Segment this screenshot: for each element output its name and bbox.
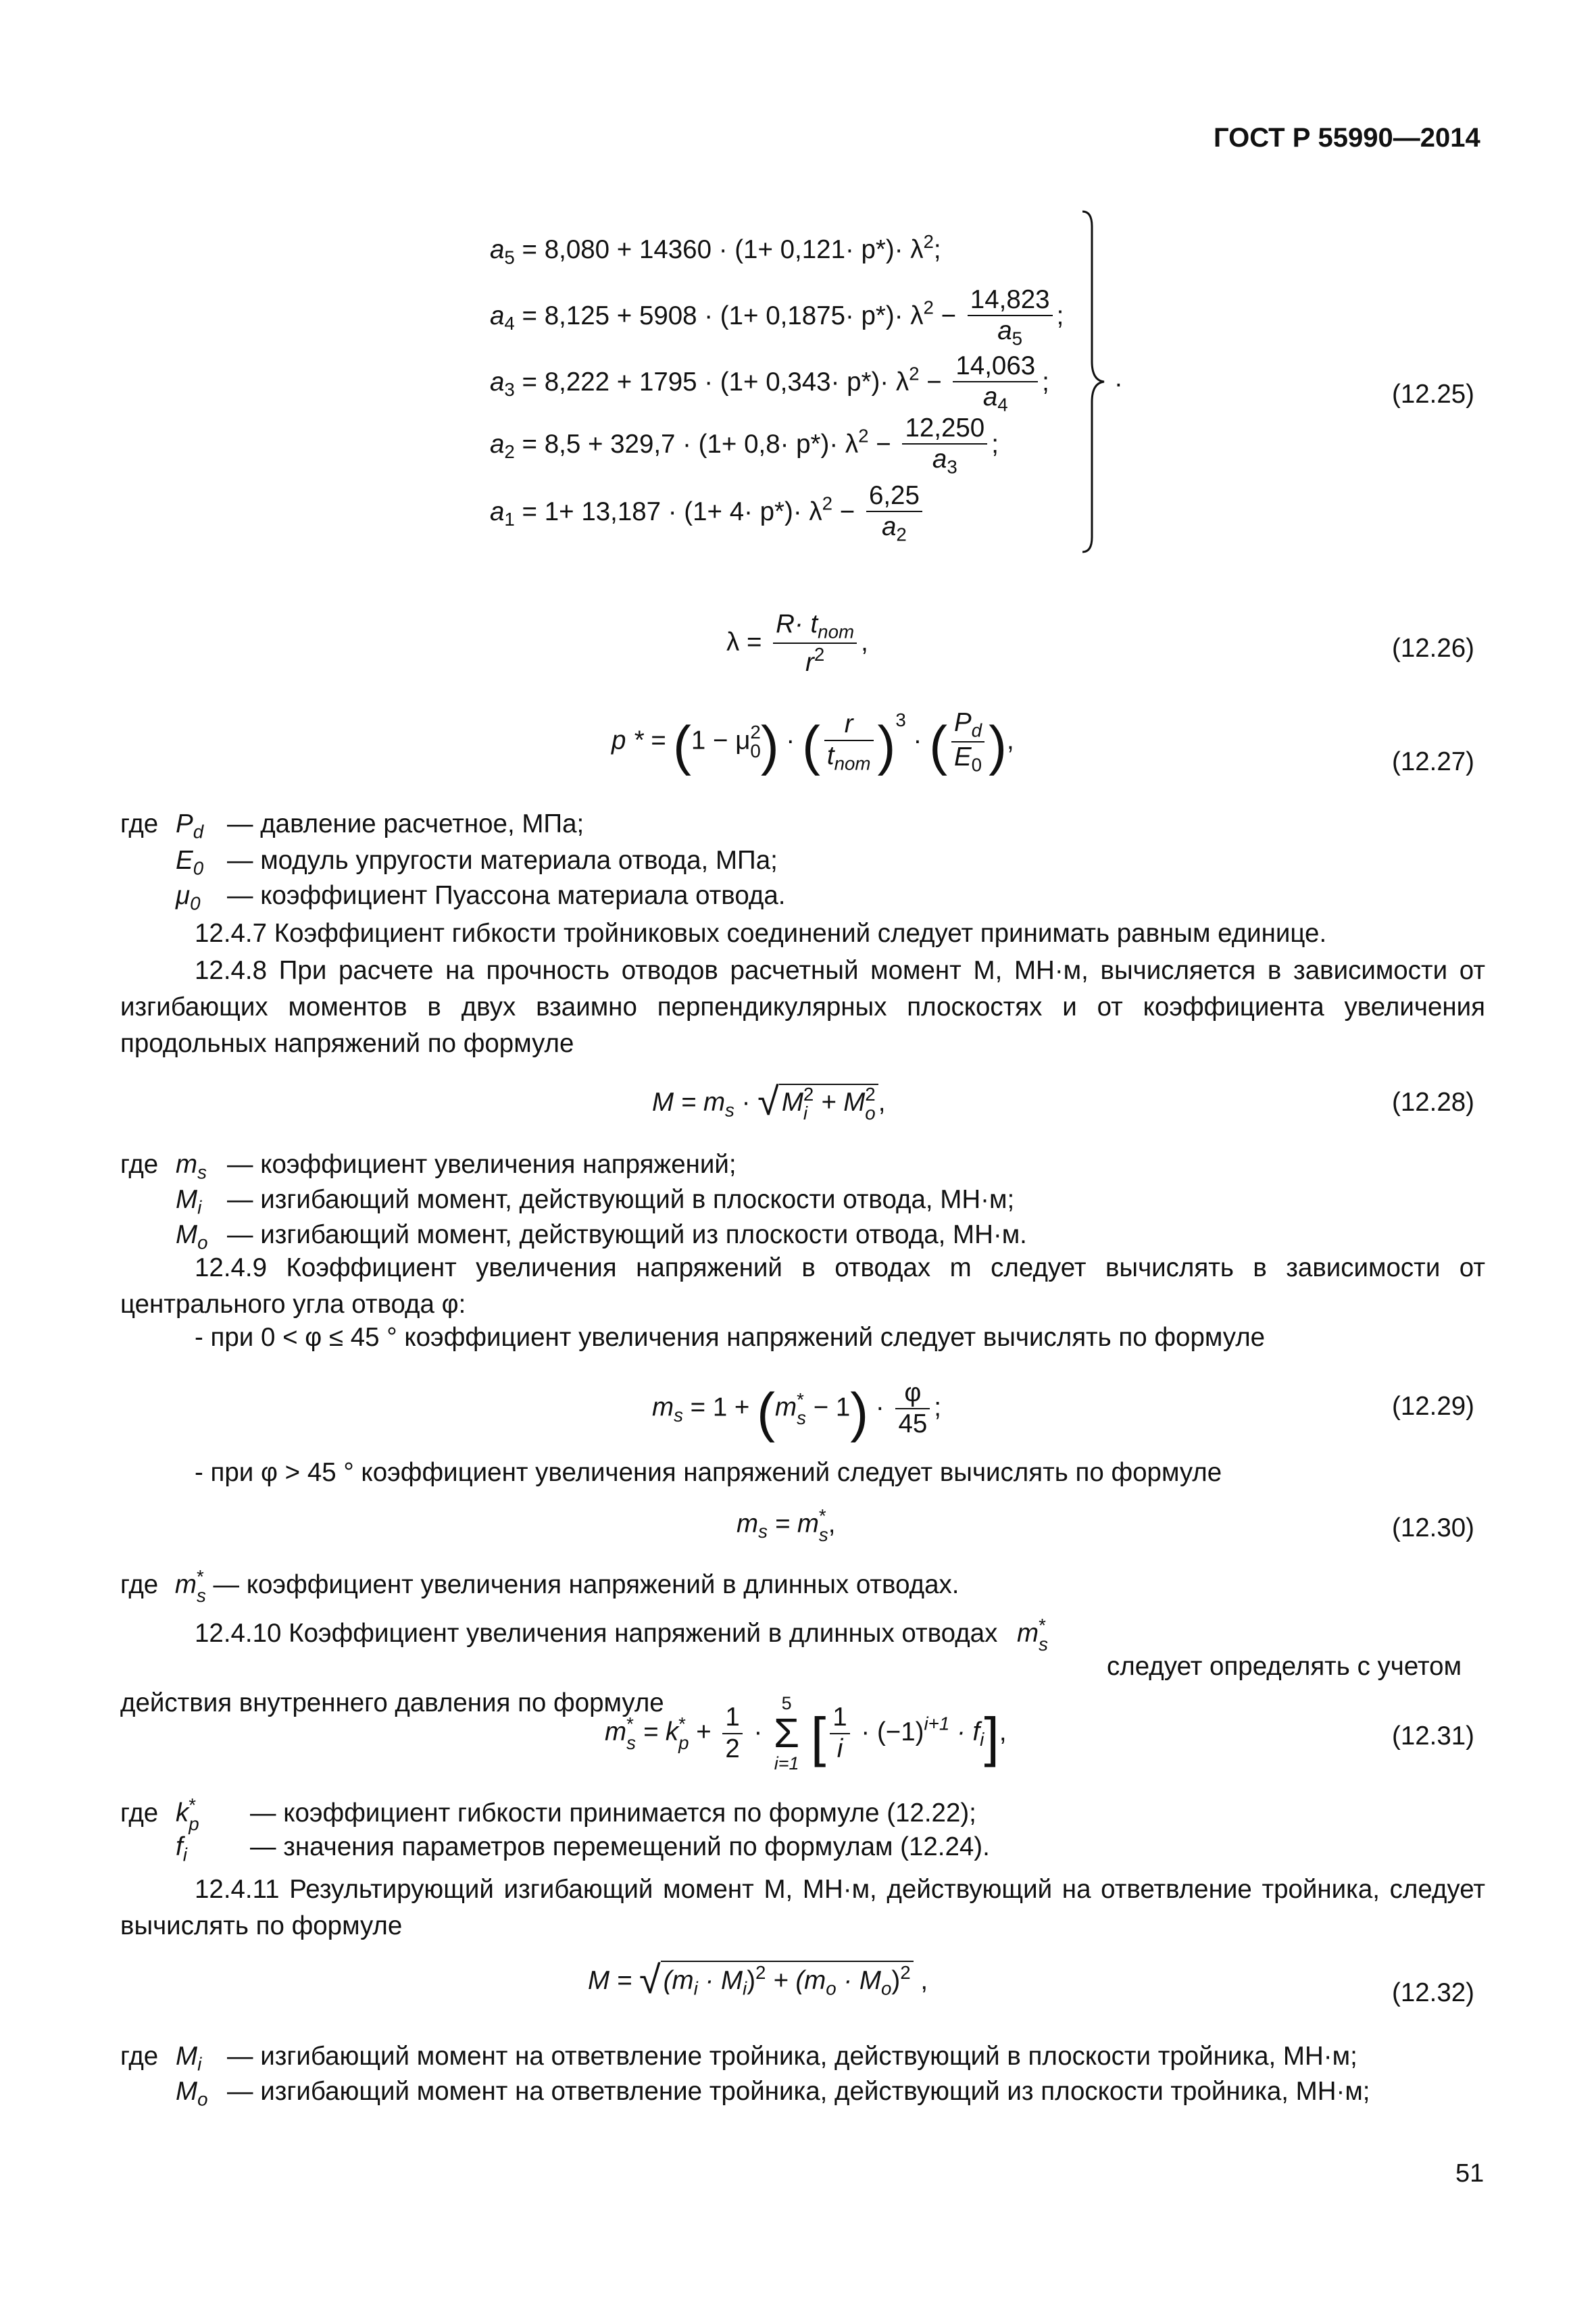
where-symbol: k xyxy=(176,1798,189,1828)
eq-term: + (m xyxy=(773,1966,826,1996)
eq-sub: i xyxy=(803,1103,808,1124)
equation-system-line xyxy=(490,231,941,269)
eq-tail: ; xyxy=(934,1392,941,1422)
where-text: — изгибающий момент, действующий в плоскости отвода, МН·м; xyxy=(227,1185,1015,1214)
eq-term: ) xyxy=(891,1966,901,1996)
eq-sup: 2 xyxy=(923,297,934,318)
eq-sup: 2 xyxy=(923,231,934,252)
equation-12-26 xyxy=(726,609,868,678)
equation-system-line xyxy=(490,481,926,545)
eq-sup: * xyxy=(797,1388,804,1410)
eq-sub: o xyxy=(197,1232,208,1253)
eq-numerator: 14,063 xyxy=(953,351,1038,382)
paragraph-12-4-11: 12.4.11 Результирующий изгибающий момент M, МН·м, действующий на ответвление тройника, следует вычислять по формуле xyxy=(120,1875,1485,1940)
eq-term: − xyxy=(919,367,949,397)
fraction xyxy=(895,1378,930,1440)
eq-tail: , xyxy=(861,628,868,657)
eq-denominator: a xyxy=(881,512,897,542)
eq-numerator: 12,250 xyxy=(902,413,987,445)
eq-sub: s xyxy=(1039,1633,1048,1655)
eq-denominator: i xyxy=(837,1734,843,1763)
eq-lhs: a xyxy=(490,301,505,330)
summation xyxy=(774,1694,799,1773)
eq-lhs: a xyxy=(490,367,505,397)
where-text: — давление расчетное, МПа; xyxy=(227,809,584,838)
eq-rhs: = 8,5 + 329,7 · (1+ 0,8· p*)· λ xyxy=(522,429,859,459)
eq-denominator: 45 xyxy=(898,1409,928,1439)
eq-lhs: p * = xyxy=(612,726,666,755)
fraction xyxy=(902,413,987,478)
eq-term: (m xyxy=(663,1966,694,1996)
eq-term: − 1 xyxy=(813,1392,851,1422)
eq-sub: s xyxy=(674,1404,683,1426)
eq-sub: i xyxy=(980,1729,984,1751)
eq-denominator: a xyxy=(932,445,947,474)
eq-tail: ; xyxy=(1042,367,1049,397)
eq-sub: s xyxy=(758,1521,768,1542)
equation-system-line xyxy=(490,351,1049,416)
eq-sub: 2 xyxy=(504,441,515,463)
eq-sup: * xyxy=(818,1505,826,1526)
fraction xyxy=(951,708,984,776)
eq-sup: 2 xyxy=(814,644,825,665)
eq-sub: p xyxy=(189,1813,199,1834)
eq-sub: o xyxy=(880,1978,892,1999)
eq-term: = k xyxy=(643,1717,679,1746)
eq-tail: , xyxy=(1007,726,1014,755)
eq-denominator: t xyxy=(826,740,834,770)
eq-sub: 4 xyxy=(504,313,515,334)
eq-tail: ; xyxy=(991,429,999,459)
eq-sub: p xyxy=(678,1732,689,1753)
where-symbol: M xyxy=(176,1220,198,1249)
fraction xyxy=(968,285,1053,349)
eq-sup: 3 xyxy=(895,709,906,731)
where-text: — значения параметров перемещений по формулам (12.24). xyxy=(250,1832,990,1861)
eq-sup: 2 xyxy=(909,363,920,384)
fraction xyxy=(824,709,874,774)
eq-denominator: r xyxy=(805,648,814,678)
eq-term: = m xyxy=(774,1509,819,1538)
eq-sub: d xyxy=(193,821,204,842)
eq-term: ; xyxy=(933,235,941,265)
eq-term: − xyxy=(933,301,964,330)
where-text: — коэффициент увеличения напряжений; xyxy=(227,1150,737,1179)
sum-sign: Σ xyxy=(774,1709,800,1757)
sum-upper: 5 xyxy=(781,1693,792,1713)
where-item xyxy=(120,1832,990,1865)
brace-period: . xyxy=(1115,363,1122,393)
eq-sup: * xyxy=(626,1713,634,1735)
condition-1: - при 0 < φ ≤ 45 ° коэффициент увеличения напряжений следует вычислять по формуле xyxy=(195,1323,1266,1352)
sum-lower: i=1 xyxy=(774,1753,799,1774)
where-symbol: P xyxy=(176,809,193,838)
eq-sup: 2 xyxy=(822,493,833,514)
equation-number: (12.26) xyxy=(1392,634,1474,663)
where-prefix: где xyxy=(120,1798,159,1828)
eq-term: M xyxy=(781,1088,803,1117)
equation-12-29: $m_s = 1 + (m$ * s − 1) · $\frac{\varphi}{45}$ ; xyxy=(652,1378,941,1444)
where-text: — коэффициент Пуассона материала отвода. xyxy=(227,881,786,910)
eq-tail: , xyxy=(878,1088,886,1117)
eq-sup: 2 xyxy=(803,1084,814,1105)
eq-lhs: λ = xyxy=(726,628,762,657)
eq-sup: i+1 xyxy=(924,1713,950,1734)
where-symbol: M xyxy=(176,2042,198,2071)
equation-number: (12.27) xyxy=(1392,747,1474,776)
equation-12-32: M = √ $(m_i \cdot M_i)^2 + (m_o \cdot M_o)^2$ , xyxy=(588,1959,928,2002)
where-item xyxy=(120,1220,1027,1253)
eq-sub: d xyxy=(971,720,982,741)
eq-sub: 0 xyxy=(750,740,761,762)
where-text: — изгибающий момент на ответвление тройника, действующий из плоскости тройника, МН·м; xyxy=(227,2077,1370,2106)
equation-12-30 xyxy=(737,1507,835,1544)
eq-dot: · xyxy=(875,1392,884,1422)
eq-term: + xyxy=(696,1717,712,1746)
eq-sub: 0 xyxy=(193,857,204,879)
equation-number: (12.29) xyxy=(1392,1392,1474,1421)
eq-sup: 2 xyxy=(900,1962,911,1983)
eq-numerator: P xyxy=(953,708,972,737)
eq-sub: i xyxy=(693,1978,698,1999)
eq-sub: 0 xyxy=(190,892,201,914)
eq-term: · M xyxy=(843,1966,881,1996)
eq-sub: s xyxy=(797,1407,806,1429)
equation-12-27: p * = (1 − μ 2 0 ) · ( $\frac{r}{t_{nom}}$ )$^3$ · ( $\frac{P_d}{E_0}$ ), xyxy=(612,708,1014,776)
eq-term: ) xyxy=(747,1966,756,1996)
eq-lhs: a xyxy=(490,429,505,459)
equation-number: (12.31) xyxy=(1392,1721,1474,1751)
fraction xyxy=(773,609,857,678)
eq-sub: 1 xyxy=(504,509,515,530)
where-symbol: m xyxy=(174,1569,197,1599)
eq-sup: 2 xyxy=(858,425,869,447)
fraction xyxy=(953,351,1038,416)
eq-term: − xyxy=(868,429,899,459)
where-prefix: где xyxy=(120,1150,159,1179)
equation-number: (12.28) xyxy=(1392,1088,1474,1117)
eq-denominator: a xyxy=(982,382,998,412)
eq-rhs: = 8,222 + 1795 · (1+ 0,343· p*)· λ xyxy=(522,367,909,397)
eq-term: 1 − μ xyxy=(691,726,751,755)
equation-12-28: $M = m_s$ · √ M 2 i + M 2 o , xyxy=(652,1080,886,1124)
eq-numerator: R· t xyxy=(776,609,818,638)
eq-term: = 1 + xyxy=(690,1392,750,1422)
eq-sub: i xyxy=(197,2053,202,2075)
eq-sub: 4 xyxy=(997,394,1008,416)
where-prefix: где xyxy=(120,1569,159,1599)
eq-sup: * xyxy=(678,1713,686,1735)
eq-term: + M xyxy=(821,1088,866,1117)
where-prefix: где xyxy=(120,809,159,838)
eq-rhs: = 1+ 13,187 · (1+ 4· p*)· λ xyxy=(522,497,822,526)
eq-tail: , xyxy=(920,1966,928,1996)
eq-sub: 0 xyxy=(971,754,982,776)
eq-sub: 2 xyxy=(896,524,907,545)
where-text: — модуль упругости материала отвода, МПа; xyxy=(227,846,778,875)
eq-term: · f xyxy=(956,1717,980,1746)
where-symbol: M xyxy=(176,2077,198,2106)
document-standard-header: ГОСТ Р 55990—2014 xyxy=(1214,123,1480,153)
eq-sub: i xyxy=(182,1844,187,1865)
page-number: 51 xyxy=(1455,2159,1485,2188)
eq-denominator: E xyxy=(953,743,972,772)
fraction xyxy=(830,1703,849,1764)
eq-lhs: M = xyxy=(588,1966,632,1996)
eq-sub: 5 xyxy=(1012,328,1023,349)
where-text: — изгибающий момент на ответвление тройника, действующий в плоскости тройника, МН·м; xyxy=(227,2042,1357,2071)
paragraph-12-4-9: 12.4.9 Коэффициент увеличения напряжений в отводах m следует вычислять в зависимости от центрального угла отвода φ: xyxy=(120,1253,1485,1319)
where-item xyxy=(120,1567,959,1605)
where-item xyxy=(120,809,584,842)
eq-rhs: = 8,080 + 14360 · (1+ 0,121· p*)· λ xyxy=(522,235,924,265)
eq-tail: , xyxy=(828,1509,836,1538)
where-text: — коэффициент гибкости принимается по формуле (12.22); xyxy=(250,1798,976,1828)
eq-numerator: φ xyxy=(895,1378,930,1409)
eq-sub: o xyxy=(197,2088,208,2110)
eq-lhs: m xyxy=(652,1392,674,1422)
eq-sub: 3 xyxy=(947,456,957,478)
where-text: — коэффициент увеличения напряжений в длинных отводах. xyxy=(213,1569,959,1599)
where-symbol: M xyxy=(176,1185,198,1214)
where-text: — изгибающий момент, действующий из плоскости отвода, МН·м. xyxy=(227,1220,1027,1249)
eq-sub: nom xyxy=(834,753,871,774)
where-item xyxy=(120,1185,1014,1218)
eq-tail: , xyxy=(999,1717,1007,1746)
paragraph-text: 12.4.10 Коэффициент увеличения напряжений в длинных отводах xyxy=(195,1618,998,1648)
eq-term: m xyxy=(775,1392,797,1422)
paragraph-text: следует определять с учетом действия внутреннего давления по формуле xyxy=(120,1652,1462,1717)
eq-sub: i xyxy=(197,1197,202,1218)
eq-sub: 3 xyxy=(504,379,515,401)
eq-lhs: a xyxy=(490,497,505,526)
eq-dot: · xyxy=(753,1717,763,1746)
paragraph-12-4-7: 12.4.7 Коэффициент гибкости тройниковых соединений следует принимать равным единице. xyxy=(195,919,1327,948)
eq-sup: * xyxy=(196,1566,204,1587)
sqrt xyxy=(661,1961,914,2000)
where-prefix: где xyxy=(120,2042,159,2071)
right-brace xyxy=(1074,206,1115,557)
eq-sub: i xyxy=(743,1978,747,1999)
equation-number: (12.32) xyxy=(1392,1978,1474,2007)
equation-number: (12.30) xyxy=(1392,1513,1474,1542)
where-item xyxy=(120,1150,737,1183)
eq-lhs: a xyxy=(490,235,505,265)
where-symbol: f xyxy=(176,1832,183,1861)
eq-sup: * xyxy=(189,1794,197,1815)
equation-system-line xyxy=(490,285,1064,349)
where-symbol: E xyxy=(176,846,193,875)
eq-numerator: 1 xyxy=(722,1703,742,1734)
eq-numerator: r xyxy=(824,709,874,740)
eq-term: · (−1) xyxy=(861,1717,924,1746)
paragraph-symbol: m xyxy=(1017,1618,1039,1648)
fraction xyxy=(722,1703,742,1764)
where-symbol: μ xyxy=(176,881,191,910)
eq-tail: ; xyxy=(1056,301,1064,330)
eq-lhs: m xyxy=(605,1717,627,1746)
eq-sub: 5 xyxy=(504,247,515,268)
eq-lhs: m xyxy=(737,1509,759,1538)
eq-term: · M xyxy=(705,1966,743,1996)
eq-term: − xyxy=(832,497,862,526)
equation-12-31: m * s = k * p + $\frac{1}{2}$ · 5 Σ i=1 [ $\frac{1}{i}$ · $(-1)^{i+1} \cdot f_i$], xyxy=(605,1693,1007,1774)
where-item xyxy=(120,2077,1370,2110)
where-item xyxy=(120,846,778,879)
eq-rhs: = 8,125 + 5908 · (1+ 0,1875· p*)· λ xyxy=(522,301,924,330)
paragraph-12-4-8: 12.4.8 При расчете на прочность отводов расчетный момент M, МН·м, вычисляется в зависимости от изгибающих моментов в двух взаимно перпендикулярных плоскостях и от коэффициента увеличения продольных напряжений по формуле xyxy=(120,956,1485,1058)
eq-numerator: 6,25 xyxy=(866,481,922,512)
fraction xyxy=(866,481,922,545)
eq-sub: s xyxy=(197,1161,207,1183)
eq-sub: s xyxy=(725,1099,734,1121)
where-item xyxy=(120,1796,976,1833)
where-item xyxy=(120,2042,1357,2075)
eq-sub: s xyxy=(196,1584,206,1606)
sqrt xyxy=(779,1084,878,1122)
eq-numerator: 14,823 xyxy=(968,285,1053,316)
eq-sup: 2 xyxy=(755,1962,766,1983)
eq-denominator: a xyxy=(997,316,1012,346)
condition-2: - при φ > 45 ° коэффициент увеличения напряжений следует вычислять по формуле xyxy=(195,1458,1222,1487)
eq-sup: * xyxy=(1039,1615,1046,1636)
where-item xyxy=(120,881,785,914)
eq-dot: · xyxy=(741,1088,751,1117)
eq-sub: s xyxy=(626,1732,636,1753)
eq-numerator: 1 xyxy=(830,1703,849,1734)
equation-number: (12.25) xyxy=(1392,380,1474,409)
where-symbol: m xyxy=(176,1150,198,1179)
eq-sup: 2 xyxy=(865,1084,876,1105)
eq-sub: s xyxy=(818,1524,828,1545)
equation-system-line xyxy=(490,413,999,478)
eq-sup: 2 xyxy=(750,722,761,743)
eq-denominator: 2 xyxy=(725,1734,740,1763)
eq-sub: nom xyxy=(818,621,855,643)
eq-sub: o xyxy=(826,1978,837,1999)
eq-sub: o xyxy=(865,1103,876,1124)
eq-lhs: M = m xyxy=(652,1088,726,1117)
